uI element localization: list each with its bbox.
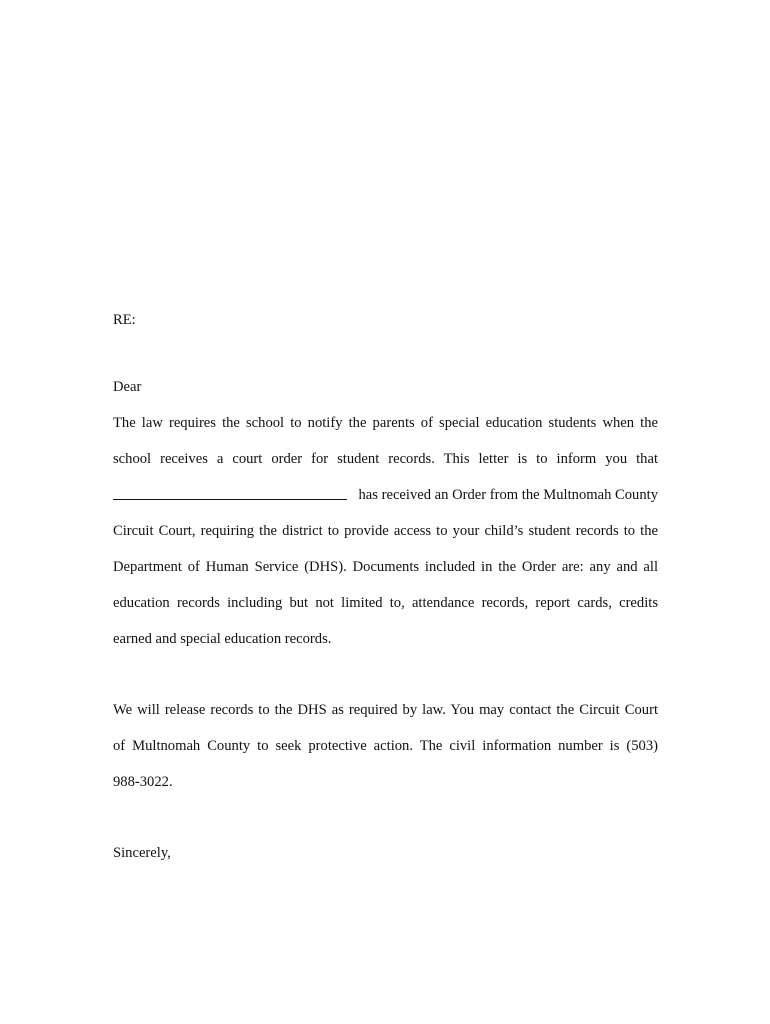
paragraph-1-line-2: school receives a court order for student records. This letter is to inform you that [113,451,658,467]
paragraph-1-line-7: earned and special education records. [113,631,332,647]
salutation: Dear [113,379,142,395]
paragraph-1-line-4: Circuit Court, requiring the district to provide access to your child’s student records to the [113,523,658,539]
paragraph-2-line-2: of Multnomah County to seek protective action. The civil information number is (503) [113,738,658,754]
paragraph-2-line-1: We will release records to the DHS as required by law. You may contact the Circuit Court [113,702,658,718]
paragraph-1-line-3 [113,485,658,506]
paragraph-1-line-5: Department of Human Service (DHS). Documents included in the Order are: any and all [113,559,658,575]
school-name-blank [113,485,347,500]
paragraph-2-line-3: 988-3022. [113,774,173,790]
closing: Sincerely, [113,845,171,861]
paragraph-1-line-3-text: has received an Order from the Multnomah County [358,487,658,503]
paragraph-1-line-6: education records including but not limited to, attendance records, report cards, credits [113,595,658,611]
paragraph-1-line-1: The law requires the school to notify the parents of special education students when the [113,415,658,431]
re-label: RE: [113,312,136,328]
